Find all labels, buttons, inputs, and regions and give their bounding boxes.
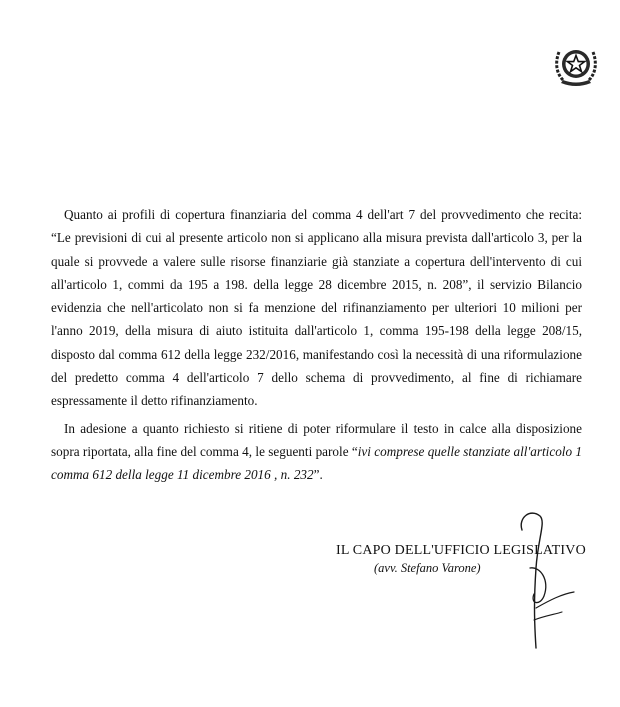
paragraph-financial-coverage [51, 203, 582, 413]
republic-emblem-icon [553, 40, 599, 90]
signature-block [336, 543, 606, 576]
signatory-title: IL CAPO DELL'UFFICIO LEGISLATIVO [336, 543, 586, 558]
paragraph-2-quote: ivi comprese quelle stanziate all'articolo 1 comma 612 della legge 11 dicembre 2016 , n. 232 [51, 443, 582, 483]
handwritten-signature [500, 508, 580, 658]
letter-body [51, 203, 582, 491]
signatory-name: (avv. Stefano Varone) [374, 561, 481, 575]
paragraph-1-text: Quanto ai profili di copertura finanziaria del comma 4 dell'art 7 del provvedimento che recita: “Le previsioni di cui al presente articolo non si applicano alla misura prevista dall'articolo 3, per la quale si provvede a valere sulle risorse finanziarie già stanziate a copertura dell'intervento di cui all'articolo 1, commi da 195 a 198. della legge 28 dicembre 2015, n. 208”, il servizio Bilancio evidenzia che nell'articolato non si fa menzione del rifinanziamento per ulteriori 10 milioni per l'anno 2019, della misura di aiuto istituita dall'articolo 1, comma 195-198 della legge 208/15, disposto dal comma 612 della legge 232/2016, manifestando così la necessità di una riformulazione del predetto comma 4 dell'articolo 7 dello schema di provvedimento, al fine di richiamare espressamente il detto rifinanziamento. [51, 207, 582, 409]
paragraph-2-text: In adesione a quanto richiesto si ritiene di poter riformulare il testo in calce alla disposizione sopra riportata, alla fine del comma 4, le seguenti parole “ [51, 420, 582, 459]
paragraph-2-closing: ”. [313, 467, 323, 483]
paragraph-reformulation [51, 417, 582, 487]
